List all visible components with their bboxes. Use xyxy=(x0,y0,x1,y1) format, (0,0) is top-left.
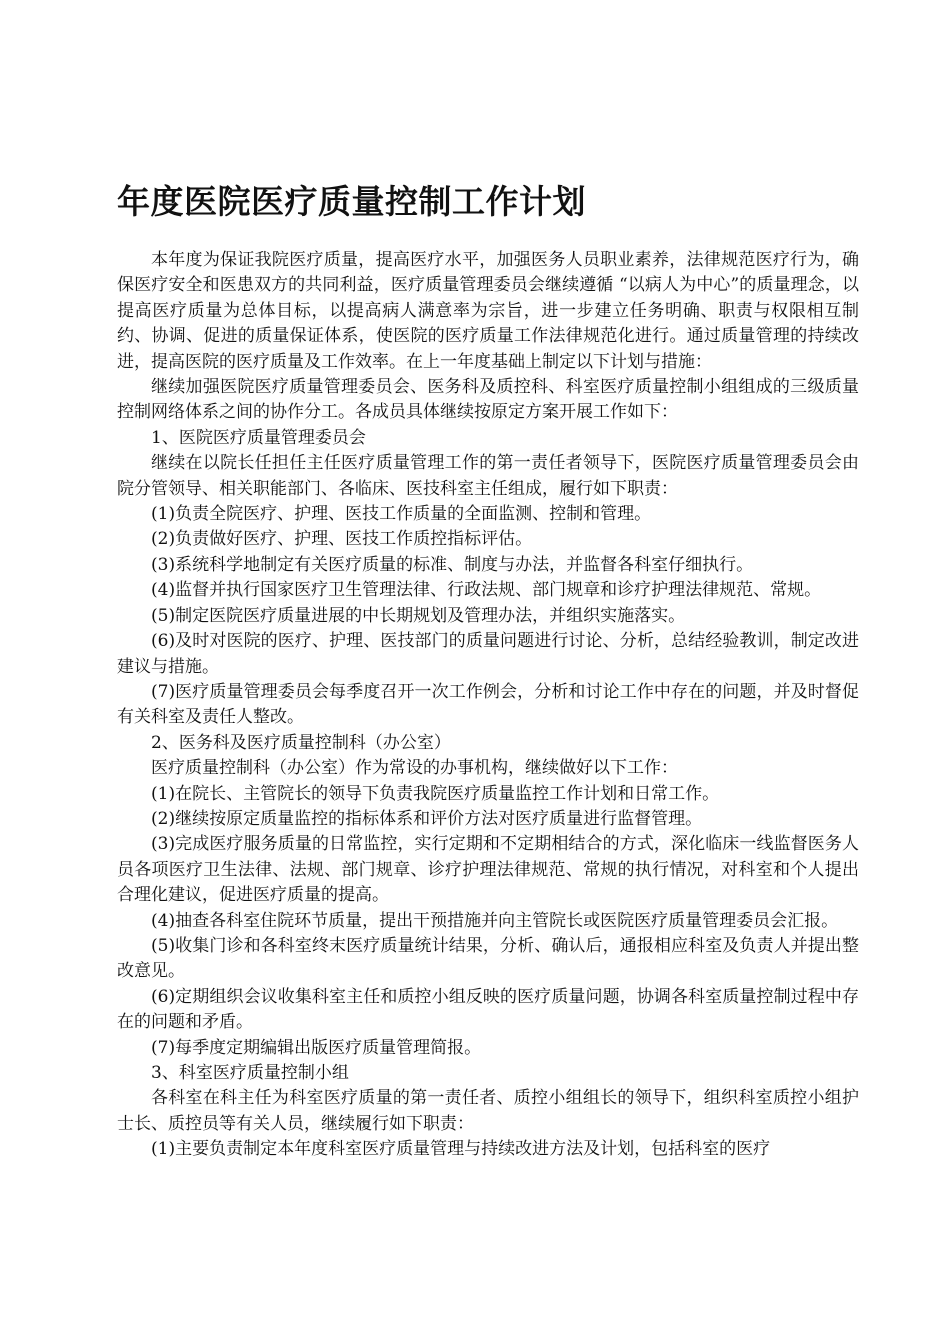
list-item: (2)负责做好医疗、护理、医技工作质控指标评估。 xyxy=(151,529,533,550)
list-item: (1)主要负责制定本年度科室医疗质量管理与持续改进方法及计划，包括科室的医疗 xyxy=(151,1139,771,1160)
document-body xyxy=(117,248,859,1163)
list-item: (2)继续按原定质量监控的指标体系和评价方法对医疗质量进行监督管理。 xyxy=(151,808,703,829)
list-item: (4)监督并执行国家医疗卫生管理法律、行政法规、部门规章和诊疗护理法律规范、常规。 xyxy=(151,580,822,601)
section-heading-committee: 1、医院医疗质量管理委员会 xyxy=(151,427,366,448)
list-item: (6)定期组织会议收集科室主任和质控小组反映的医疗质量问题，协调各科室质量控制过程中存在的问题和矛盾。 xyxy=(117,986,859,1033)
list-item: (1)负责全院医疗、护理、医技工作质量的全面监测、控制和管理。 xyxy=(151,504,652,525)
list-item: (7)每季度定期编辑出版医疗质量管理简报。 xyxy=(151,1037,482,1058)
list-item: (1)在院长、主管院长的领导下负责我院医疗质量监控工作计划和日常工作。 xyxy=(151,783,720,804)
list-item: (5)制定医院医疗质量进展的中长期规划及管理办法，并组织实施落实。 xyxy=(151,605,686,626)
document-title: 年度医院医疗质量控制工作计划 xyxy=(117,182,586,221)
paragraph-department-intro: 各科室在科主任为科室医疗质量的第一责任者、质控小组组长的领导下，组织科室质控小组护士长、质控员等有关人员，继续履行如下职责： xyxy=(117,1088,859,1134)
section-heading-department-group: 3、科室医疗质量控制小组 xyxy=(151,1063,349,1083)
paragraph-committee-intro: 继续在以院长任担任主任医疗质量管理工作的第一责任者领导下，医院医疗质量管理委员会由院分管领导、相关职能部门、各临床、医技科室主任组成，履行如下职责： xyxy=(117,453,859,499)
list-item: (4)抽查各科室住院环节质量，提出干预措施并向主管院长或医院医疗质量管理委员会汇报。 xyxy=(151,910,839,931)
list-item: (7)医疗质量管理委员会每季度召开一次工作例会，分析和讨论工作中存在的问题，并及时督促有关科室及责任人整改。 xyxy=(117,681,859,728)
list-item: (6)及时对医院的医疗、护理、医技部门的质量问题进行讨论、分析，总结经验教训，制定改进建议与措施。 xyxy=(117,631,859,677)
paragraph-network: 继续加强医院医疗质量管理委员会、医务科及质控科、科室医疗质量控制小组组成的三级质量控制网络体系之间的协作分工。各成员具体继续按原定方案开展工作如下： xyxy=(117,377,859,423)
section-heading-medical-affairs: 2、医务科及医疗质量控制科（办公室） xyxy=(151,732,451,753)
list-item: (5)收集门诊和各科室终末医疗质量统计结果，分析、确认后，通报相应科室及负责人并提出整改意见。 xyxy=(117,935,859,982)
list-item: (3)完成医疗服务质量的日常监控，实行定期和不定期相结合的方式，深化临床一线监督医务人员各项医疗卫生法律、法规、部门规章、诊疗护理法律规范、常规的执行情况，对科室和个人提出合理化建议，促进医疗质量的提高。 xyxy=(117,834,859,906)
paragraph-intro: 本年度为保证我院医疗质量，提高医疗水平，加强医务人员职业素养，法律规范医疗行为，确保医疗安全和医患双方的共同利益，医疗质量管理委员会继续遵循 “以病人为中心”的质量理念，以提高医疗质量为总体目标，以提高病人满意率为宗旨，进一步建立任务明确、职责与权限相互制约、协调、促进的质量保证体系，使医院的医疗质量工作法律规范化进行。通过质量管理的持续改进，提高医院的医疗质量及工作效率。在上一年度基础上制定以下计划与措施： xyxy=(117,250,859,372)
list-item: (3)系统科学地制定有关医疗质量的标准、制度与办法，并监督各科室仔细执行。 xyxy=(151,554,754,575)
paragraph-office-intro: 医疗质量控制科（办公室）作为常设的办事机构，继续做好以下工作： xyxy=(151,758,678,779)
